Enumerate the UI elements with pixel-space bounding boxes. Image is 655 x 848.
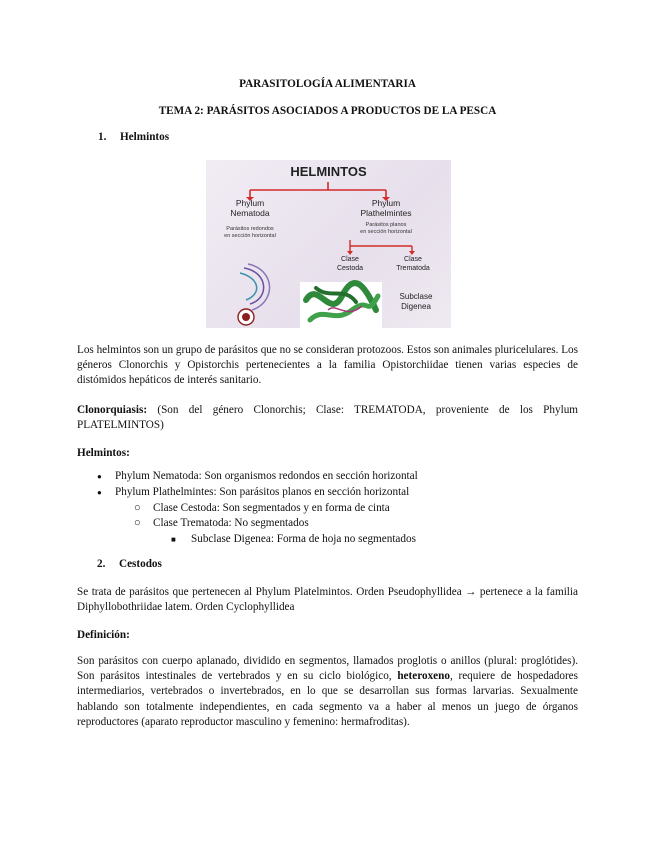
document-subtitle: TEMA 2: PARÁSITOS ASOCIADOS A PRODUCTOS DE LA PESCA: [158, 105, 497, 117]
definicion-heading: Definición:: [77, 629, 130, 641]
section-2-title: Cestodos: [118, 558, 162, 570]
list-item: ● Phylum Plathelmintes: Son parásitos planos en sección horizontal: [97, 486, 410, 498]
list-subsubitem: ■ Subclase Digenea: Forma de hoja no segmentados: [171, 533, 416, 545]
helmintos-list-heading: Helmintos:: [77, 447, 130, 459]
section-1-heading: [98, 130, 169, 145]
helmintos-diagram: [206, 160, 451, 328]
clase-cestoda-label: Clase Cestoda: [336, 256, 364, 272]
list-item: ● Phylum Nematoda: Son organismos redondos en sección horizontal: [97, 470, 418, 482]
section-2-number: 2.: [97, 558, 106, 570]
subclase-digenea-label: Subclase Digenea: [399, 292, 433, 311]
list-subitem: ○ Clase Cestoda: Son segmentados y en forma de cinta: [134, 502, 390, 514]
nematoda-description: Parásitos redondos en sección horizontal: [224, 226, 276, 239]
phylum-nematoda-label: Phylum Nematoda: [230, 198, 270, 218]
clonorquiasis-label: Clonorquiasis:: [77, 404, 148, 416]
plathelmintes-description: Parásitos planos en sección horizontal: [360, 222, 412, 235]
cestodos-paragraph: Se trata de parásitos que pertenecen al Phylum Platelmintos. Orden Pseudophyllidea → pertenece a la familia Diphyllobothriidae latem. Orden Cyclophyllidea: [77, 586, 578, 614]
cestode-photo: [300, 282, 382, 328]
section-1-title: Helmintos: [119, 131, 170, 143]
clase-trematoda-label: Clase Trematoda: [396, 256, 430, 272]
list-subitem: ○ Clase Trematoda: No segmentados: [134, 517, 309, 529]
document-title: PARASITOLOGÍA ALIMENTARIA: [239, 78, 416, 90]
clonorquiasis-text: (Son del género Clonorchis; Clase: TREMATODA, proveniente de los Phylum PLATELMINTOS): [77, 404, 578, 432]
helmintos-paragraph: Los helmintos son un grupo de parásitos que no se consideran protozoos. Estos son animales pluricelulares. Los géneros Clonorchis y Opistorchis pertenecientes a la familia Opistorchiidae tienen varias especies de distómidos hepáticos de interés sanitario.: [77, 344, 578, 387]
definicion-paragraph: Son parásitos con cuerpo aplanado, dividido en segmentos, llamados proglotis o anillos (plural: proglótides). Son parásitos intestinales de vertebrados y en su ciclo biológico, heteroxeno, requiere de hospedadores intermediarios, vertebrados o invertebrados, en lo que se desarrollan sus formas larvarias. Sexualmente hablando son totalmente independientes, en cada segmento va a haber al menos un juego de órganos reproductores (aparato reproductor masculino y femenino: hermafroditas).: [77, 655, 578, 728]
phylum-plathelmintes-label: Phylum Plathelmintes: [360, 198, 412, 218]
diagram-title: HELMINTOS: [290, 164, 367, 179]
clonorquiasis-paragraph: [77, 403, 578, 433]
heteroxeno-term: heteroxeno: [397, 670, 450, 683]
section-2-heading: [97, 557, 162, 572]
section-1-number: 1.: [98, 131, 107, 143]
nematode-drawing: [240, 264, 270, 310]
